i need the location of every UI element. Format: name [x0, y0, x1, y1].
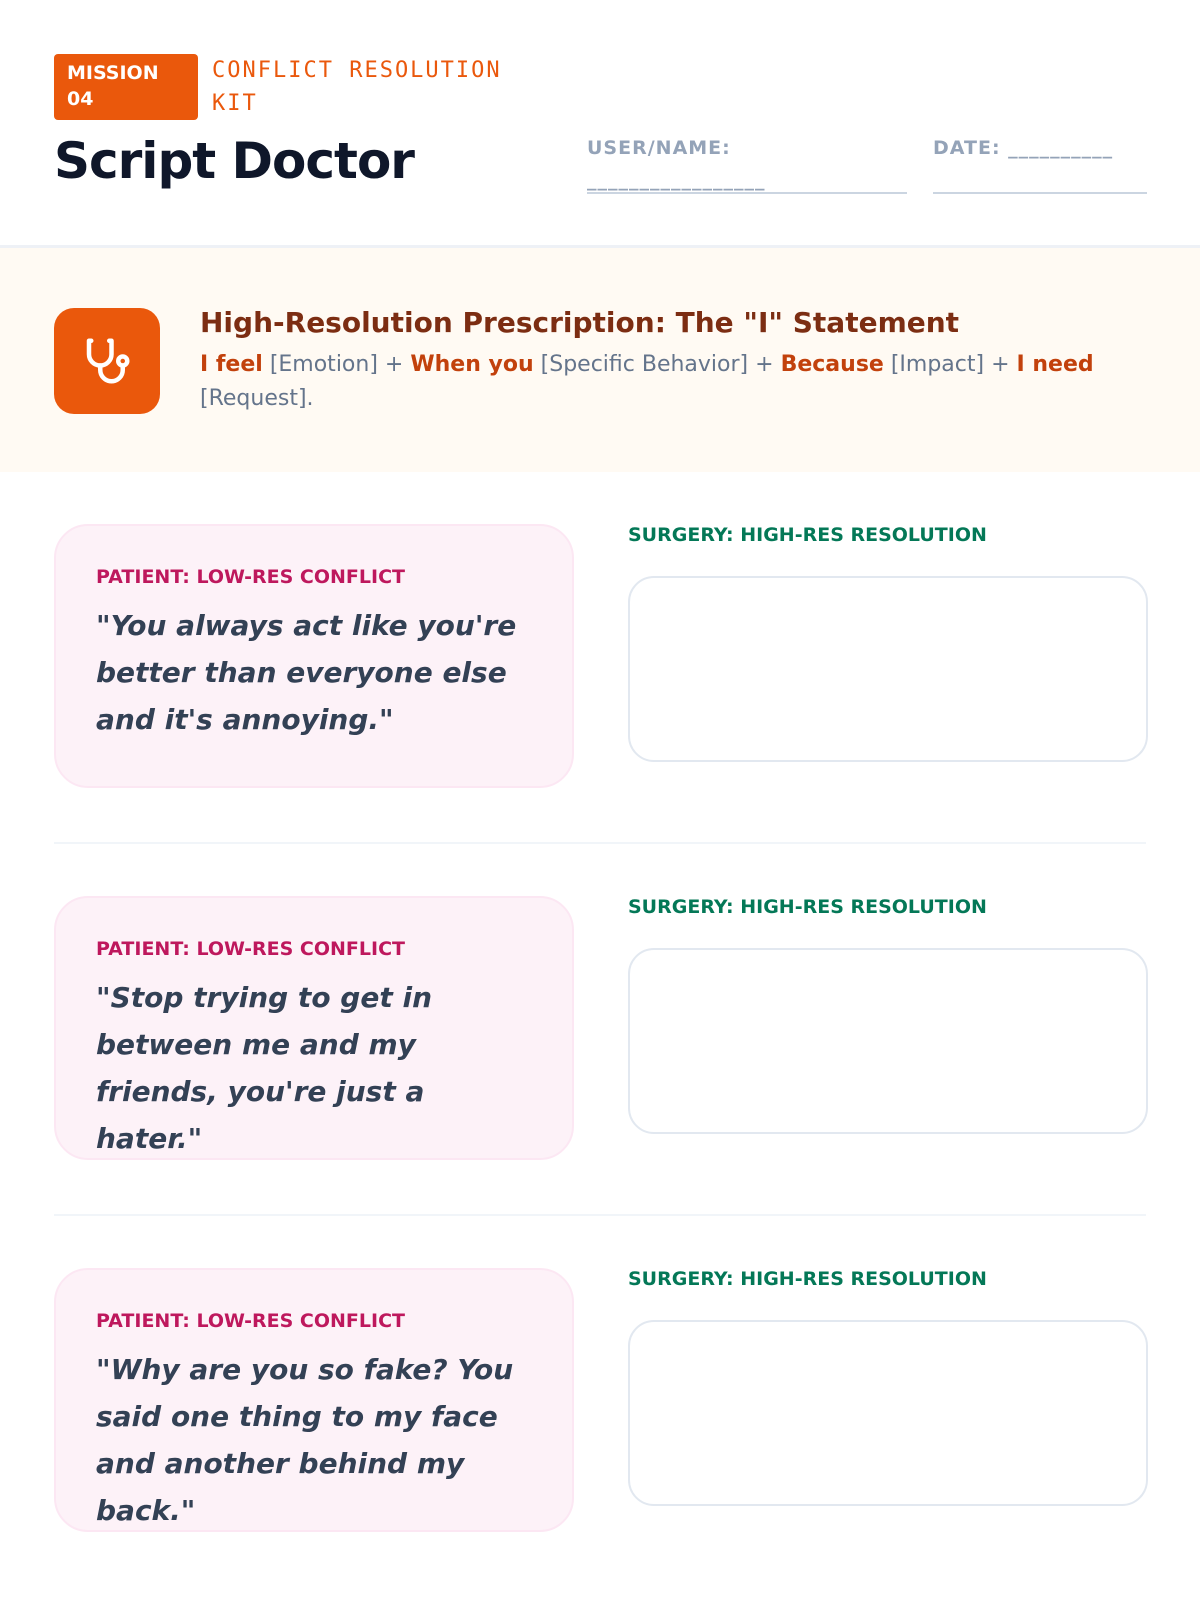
patient-card: [54, 1268, 574, 1532]
surgery-answer-box[interactable]: [628, 1320, 1148, 1506]
patient-label: PATIENT: LOW-RES CONFLICT: [96, 938, 405, 960]
surgery-label: SURGERY: HIGH-RES RESOLUTION: [628, 1268, 987, 1290]
patient-card: [54, 524, 574, 788]
date-field[interactable]: DATE: __________: [933, 132, 1147, 194]
mission-number: 04: [67, 88, 94, 110]
prescription-banner: [0, 248, 1200, 472]
prescription-title: High-Resolution Prescription: The "I" Statement: [200, 306, 960, 339]
patient-quote: "Stop trying to get in between me and my friends, you're just a hater.": [96, 981, 432, 1155]
divider: [54, 1214, 1146, 1216]
surgery-answer-box[interactable]: [628, 576, 1148, 762]
formula-placeholder: [Emotion]: [269, 352, 378, 377]
page-title: Script Doctor: [54, 132, 414, 190]
mission-label: MISSION: [67, 62, 159, 84]
exercise-item: [54, 524, 1146, 896]
formula-keyword: I feel: [200, 352, 263, 377]
user-name-field[interactable]: USER/NAME: _________________: [587, 132, 907, 194]
divider: [54, 842, 1146, 844]
surgery-answer-box[interactable]: [628, 948, 1148, 1134]
formula-keyword: I need: [1016, 352, 1094, 377]
surgery-label: SURGERY: HIGH-RES RESOLUTION: [628, 524, 987, 546]
patient-card: [54, 896, 574, 1160]
exercise-list: [0, 472, 1200, 1600]
surgery-label: SURGERY: HIGH-RES RESOLUTION: [628, 896, 987, 918]
mission-badge: [54, 54, 198, 120]
kit-label: CONFLICT RESOLUTION KIT: [212, 58, 502, 116]
stethoscope-icon: [54, 308, 160, 414]
formula-keyword: When you: [410, 352, 534, 377]
exercise-item: [54, 1268, 1146, 1600]
formula-joiner: +: [384, 352, 404, 377]
page-header: [0, 0, 1200, 248]
patient-quote: "Why are you so fake? You said one thing to my face and another behind my back.": [96, 1353, 514, 1527]
formula-placeholder: [Specific Behavior]: [540, 352, 749, 377]
formula-placeholder: [Impact]: [890, 352, 985, 377]
formula-end: .: [306, 386, 314, 411]
exercise-item: [54, 896, 1146, 1268]
formula-joiner: +: [755, 352, 774, 377]
formula-keyword: Because: [780, 352, 884, 377]
prescription-formula: [200, 348, 1100, 416]
formula-joiner: +: [991, 352, 1010, 377]
patient-quote: "You always act like you're better than everyone else and it's annoying.": [96, 609, 517, 736]
formula-placeholder: [Request]: [200, 386, 307, 411]
patient-label: PATIENT: LOW-RES CONFLICT: [96, 566, 405, 588]
patient-label: PATIENT: LOW-RES CONFLICT: [96, 1310, 405, 1332]
